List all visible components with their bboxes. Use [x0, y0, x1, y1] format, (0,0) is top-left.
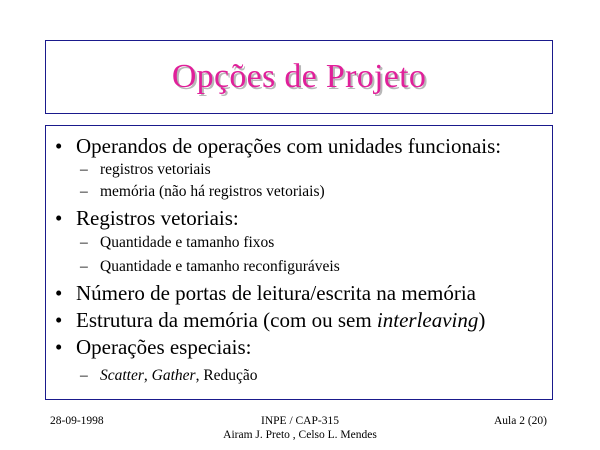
bullet-text-end: ): [478, 308, 486, 332]
footer-center: [200, 414, 400, 442]
slide-title: Opções de Projeto: [171, 58, 427, 95]
sub-item-text: Redução: [203, 367, 258, 384]
bullet-text-italic: interleaving: [376, 308, 479, 332]
bullet-item: [55, 308, 485, 332]
sub-item: [80, 233, 274, 253]
content-box: [45, 125, 553, 400]
bullet-icon: •: [55, 308, 63, 332]
footer-date: 28-09-1998: [50, 415, 104, 427]
bullet-icon: •: [55, 134, 63, 158]
dash-icon: –: [80, 183, 88, 200]
sub-item-italic: Scatter: [100, 367, 144, 384]
footer-course: INPE / CAP-315: [261, 415, 339, 427]
sub-item-text: registros vetoriais: [100, 161, 211, 178]
sub-item: [80, 182, 325, 202]
bullet-text: Operações especiais:: [76, 335, 252, 359]
sub-item-sep: ,: [143, 367, 152, 384]
footer-authors: Airam J. Preto , Celso L. Mendes: [223, 429, 377, 441]
sub-item-text: memória (não há registros vetoriais): [100, 183, 325, 200]
bullet-item: [55, 206, 239, 230]
sub-item: [80, 257, 340, 277]
dash-icon: –: [80, 258, 88, 275]
sub-item-sep: ,: [195, 367, 204, 384]
bullet-text: Estrutura da memória (com ou sem: [76, 308, 377, 332]
bullet-item: [55, 335, 252, 359]
bullet-text: Número de portas de leitura/escrita na memória: [76, 281, 477, 305]
bullet-icon: •: [55, 281, 63, 305]
sub-item-text: Quantidade e tamanho reconfiguráveis: [100, 258, 340, 275]
sub-item: [80, 366, 258, 386]
footer-lecture: Aula 2 (20): [494, 415, 548, 427]
dash-icon: –: [80, 234, 88, 251]
sub-item: [80, 160, 211, 180]
dash-icon: –: [80, 367, 88, 384]
sub-item-italic: Gather: [151, 367, 196, 384]
bullet-item: [55, 281, 476, 305]
bullet-icon: •: [55, 335, 63, 359]
bullet-text: Registros vetoriais:: [76, 206, 239, 230]
bullet-item: [55, 134, 501, 158]
sub-item-text: Quantidade e tamanho fixos: [100, 234, 275, 251]
bullet-icon: •: [55, 206, 63, 230]
title-box: [45, 40, 553, 114]
bullet-text: Operandos de operações com unidades funcionais:: [76, 134, 502, 158]
dash-icon: –: [80, 161, 88, 178]
